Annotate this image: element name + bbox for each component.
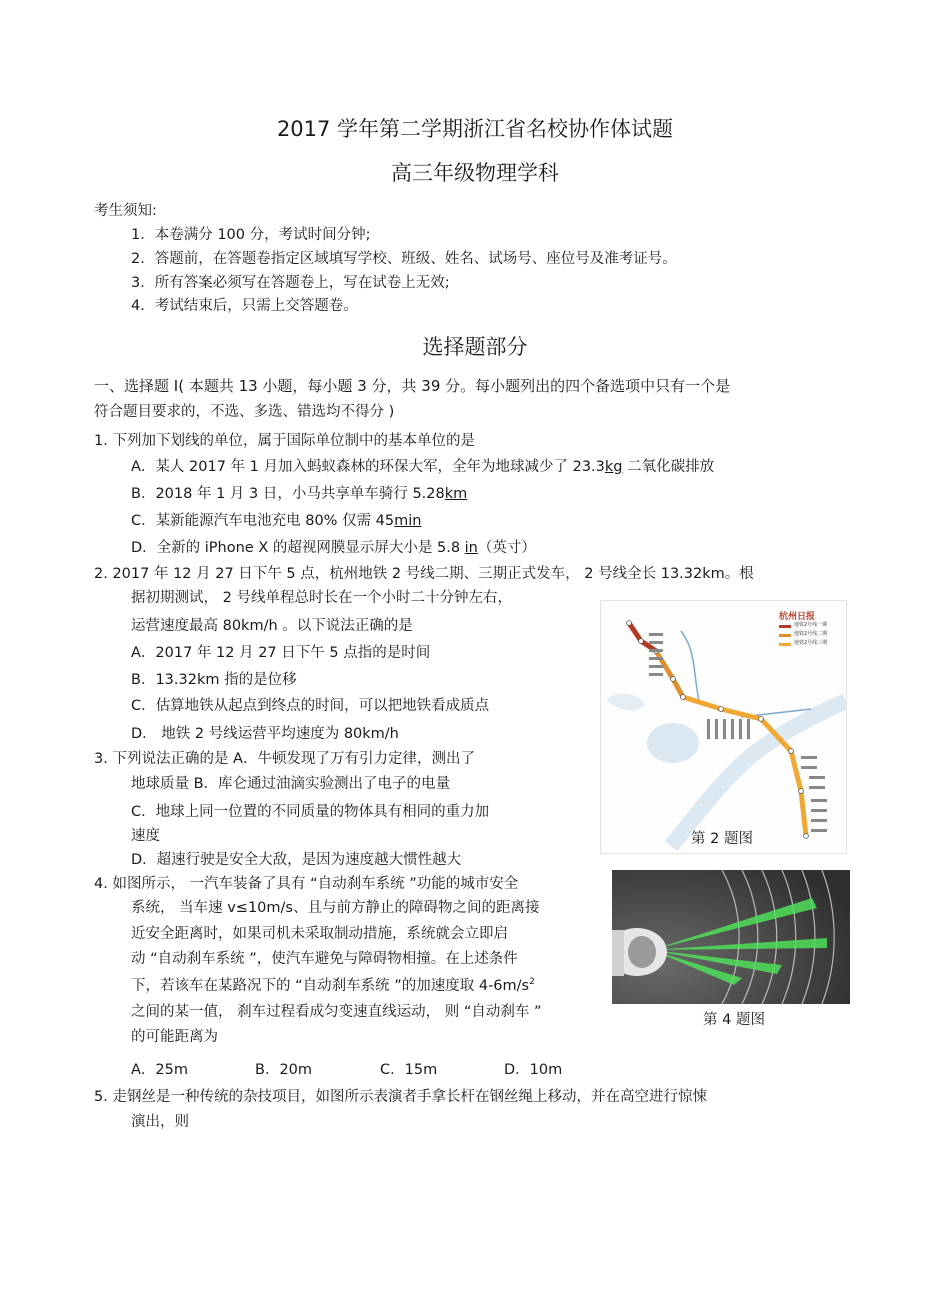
west-lake-shape: [647, 723, 699, 763]
q3-line-1: 3. 下列说法正确的是 A．牛顿发现了万有引力定律，测出了: [94, 751, 475, 767]
lake-shape: [606, 693, 645, 710]
q1-a-text-end: 二氧化碳排放: [622, 459, 715, 475]
q1-d-text: D．全新的 iPhone X 的超视网膜显示屏大小是 5.8: [131, 540, 465, 556]
q5-line-1: 5. 走钢丝是一种传统的杂技项目，如图所示表演者手拿长杆在钢丝绳上移动，并在高空进行惊悚: [94, 1089, 707, 1105]
part-instructions-line-2: 符合题目要求的，不选、多选、错选均不得分 ): [94, 404, 395, 420]
notice-item-2: 2．答题前，在答题卷指定区域填写学校、班级、姓名、试场号、座位号及准考证号。: [131, 251, 677, 267]
notice-item-1: 1．本卷满分 100 分，考试时间分钟;: [131, 227, 371, 243]
notice-item-3: 3．所有答案必须写在答题卷上，写在试卷上无效;: [131, 275, 450, 291]
q1-option-c: [131, 509, 421, 530]
map-legend: [779, 625, 791, 646]
q1-stem: 1. 下列加下划线的单位，属于国际单位制中的基本单位的是: [94, 433, 475, 449]
q4-line-5: [131, 974, 535, 995]
q4-option-c: C．15m: [380, 1062, 438, 1078]
notice-item-4: 4．考试结束后，只需上交答题卷。: [131, 298, 358, 314]
q4-option-d: D．10m: [504, 1062, 563, 1078]
q2-stem-line-2: 据初期测试， 2 号线单程总时长在一个小时二十分钟左右，: [131, 590, 512, 606]
q4-line-3: 近安全距离时，如果司机未采取制动措施，系统就会立即启: [131, 926, 508, 942]
paper-title: 2017 学年第二学期浙江省名校协作体试题: [276, 117, 674, 141]
q1-a-unit: kg: [604, 459, 623, 475]
other-line-shape: [681, 631, 699, 701]
q4-line-1: 4. 如图所示， 一汽车装备了具有 “自动刹车系统 ”功能的城市安全: [94, 876, 519, 892]
map-title: 杭州日报: [779, 612, 816, 622]
q4-line-4: 动 “自动刹车系统 ”，使汽车避免与障碍物相撞。在上述条件: [131, 951, 518, 967]
q3-line-3: C．地球上同一位置的不同质量的物体具有相同的重力加: [131, 804, 490, 820]
q4-option-b: B．20m: [255, 1062, 313, 1078]
q2-option-d: D． 地铁 2 号线运营平均速度为 80km/h: [131, 726, 399, 742]
q1-d-text-end: （英寸）: [477, 540, 536, 556]
q1-option-b: [131, 482, 467, 503]
q1-b-unit: km: [444, 486, 468, 502]
q4-braking-figure: [612, 870, 850, 1004]
q1-b-text: B．2018 年 1 月 3 日，小马共享单车骑行 5.28: [131, 486, 445, 502]
q5-line-2: 演出，则: [131, 1114, 189, 1130]
q2-metro-map-figure: [600, 600, 847, 854]
q4-line-6: 之间的某一值， 刹车过程看成匀变速直线运动， 则 “自动刹车 ”: [131, 1004, 542, 1020]
q2-figure-caption: 第 2 题图: [691, 831, 753, 847]
q2-option-b: B．13.32km 指的是位移: [131, 672, 297, 688]
section-title: 选择题部分: [422, 335, 528, 359]
q1-option-d: [131, 536, 536, 557]
map-legend-1: 地铁2号线一期: [794, 622, 828, 628]
q1-c-unit: min: [394, 513, 422, 529]
q3-line-2: 地球质量 B．库仑通过油滴实验测出了电子的电量: [131, 776, 451, 792]
river-shape: [671, 701, 846, 846]
q2-stem-line-1: 2. 2017 年 12 月 27 日下午 5 点，杭州地铁 2 号线二期、三期正式发车， 2 号线全长 13.32km。根: [94, 566, 754, 582]
q3-line-5: D．超速行驶是安全大敌，是因为速度越大惯性越大: [131, 852, 462, 868]
q2-option-a: A．2017 年 12 月 27 日下午 5 点指的是时间: [131, 645, 431, 661]
q1-a-text: A．某人 2017 年 1 月加入蚂蚁森林的环保大军，全年为地球减少了 23.3: [131, 459, 605, 475]
q4-line-7: 的可能距离为: [131, 1029, 218, 1045]
q3-line-4: 速度: [131, 828, 160, 844]
notice-heading: 考生须知:: [94, 203, 157, 219]
q2-option-c: C．估算地铁从起点到终点的时间，可以把地铁看成质点: [131, 698, 490, 714]
braking-graphic: [612, 870, 850, 1004]
q1-d-unit: in: [464, 540, 478, 556]
part-instructions-line-1: 一、选择题 Ⅰ( 本题共 13 小题，每小题 3 分，共 39 分。每小题列出的四个备选项中只有一个是: [94, 377, 731, 395]
map-legend-3: 地铁2号线三期: [794, 640, 828, 646]
q4-exponent: 2: [529, 977, 535, 988]
paper-subtitle: 高三年级物理学科: [391, 161, 559, 185]
q4-line-5-text: 下，若该车在某路况下的 “自动刹车系统 ”的加速度取 4-6m/s: [131, 978, 530, 994]
q4-option-a: A．25m: [131, 1062, 188, 1078]
q1-option-a: [131, 455, 714, 476]
line2-phase3-shape: [629, 623, 656, 651]
map-legend-2: 地铁2号线二期: [794, 631, 828, 637]
q4-figure-caption: 第 4 题图: [703, 1012, 765, 1028]
q1-c-text: C．某新能源汽车电池充电 80% 仅需 45: [131, 513, 395, 529]
q2-stem-line-3: 运营速度最高 80km/h 。以下说法正确的是: [131, 618, 413, 634]
q4-line-2: 系统， 当车速 v≤10m/s、且与前方静止的障碍物之间的距离接: [131, 900, 540, 916]
